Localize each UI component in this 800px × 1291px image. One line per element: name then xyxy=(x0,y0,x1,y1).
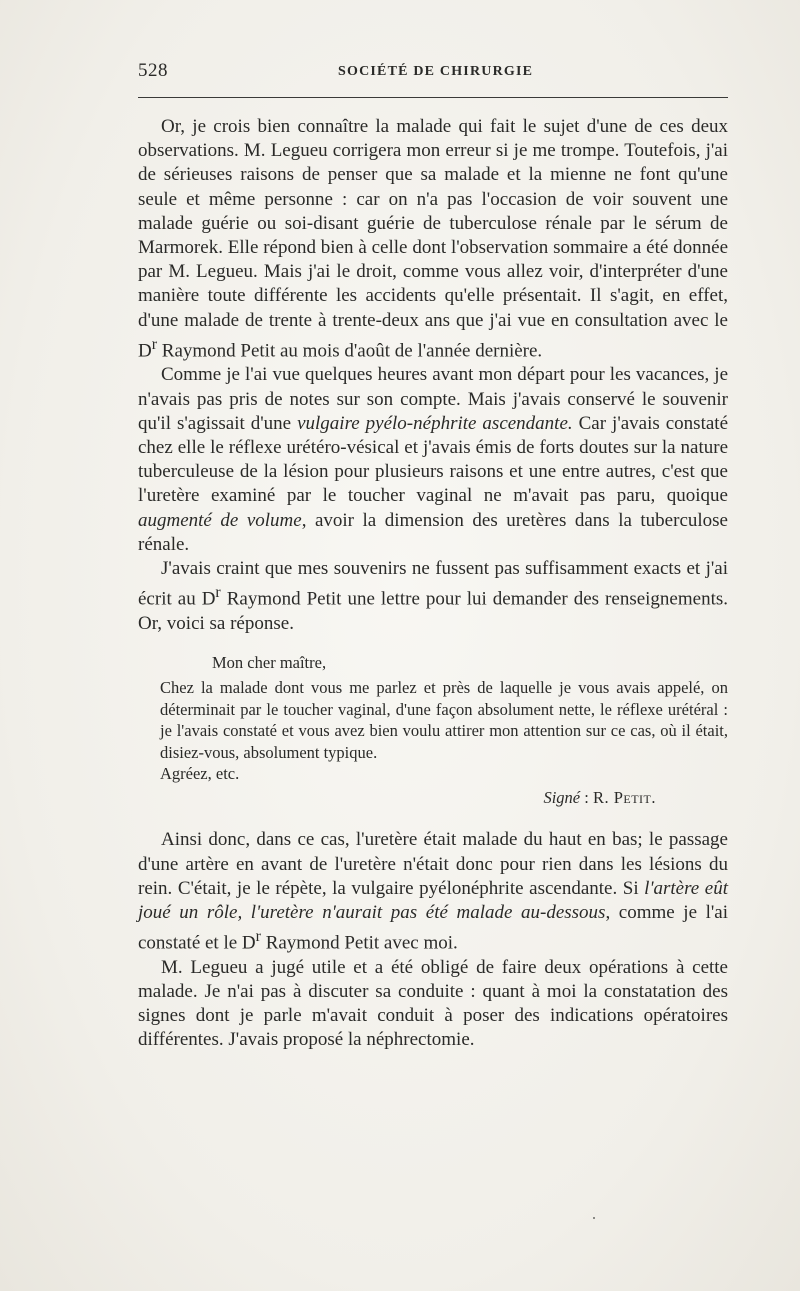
paragraph-4-italic: l'artère eût joué un rôle, l'uretère n'aurait pas été malade au-dessous xyxy=(138,877,728,924)
paragraph-2-italic-1: vulgaire pyélo-néphrite ascendante. xyxy=(297,412,573,434)
paragraph-4 xyxy=(138,828,728,955)
paragraph-1-text: Or, je crois bien connaître la malade qui fait le sujet d'une de ces deux observations. M. Legueu corrigera mon erreur si je me trompe. Toutefois, j'ai de sérieuses raisons de penser que sa malade et la mienne ne font qu'une seule et même personne : car on n'a pas l'occasion de voir souvent une malade guérie ou soi-disant guérie de tuberculose rénale par le sérum de Marmorek. Elle répond bien à celle dont l'observation sommaire a été donnée par M. Legueu. Mais j'ai le droit, comme vous allez voir, d'interpréter d'une manière toute différente les accidents qu'elle présentait. Il s'agit, en effet, d'une malade de trente à trente-deux ans que j'ai vue en consultation avec le D xyxy=(138,116,728,362)
paragraph-2 xyxy=(138,363,728,557)
paragraph-3 xyxy=(138,557,728,636)
signature-separator: : xyxy=(580,787,593,807)
paragraph-4-superscript: r xyxy=(255,928,261,946)
page-number: 528 xyxy=(138,60,168,81)
paragraph-1 xyxy=(138,115,728,363)
paragraph-2-text-b: Car j'avais constaté chez elle le réflexe urétéro-vésical et j'avais émis de forts doutes sur la nature tuberculeuse de la lésion pour plusieurs raisons et une entre autres, c'est que l'uretère examiné par le toucher vaginal ne m'avait pas paru, quoique xyxy=(138,412,728,507)
body-text xyxy=(138,115,728,1053)
quoted-letter xyxy=(138,652,728,809)
paragraph-3-text-b: Raymond Petit une lettre pour lui demander des renseignements. Or, voici sa réponse. xyxy=(138,588,728,634)
paragraph-2-text-a: Comme je l'ai vue quelques heures avant mon départ pour les vacances, je n'avais pas pris de notes sur son compte. Mais j'avais conservé le souvenir qu'il s'agissait d'une xyxy=(138,364,728,434)
letter-signature xyxy=(160,787,728,809)
letter-body: Chez la malade dont vous me parlez et près de laquelle je vous avais appelé, on déterminait par le toucher vaginal, d'une façon absolument nette, le réflexe urétéral : je l'avais constaté et vous avez bien voulu attirer mon attention sur ce cas, où il était, disiez-vous, absolument typique. xyxy=(160,678,728,762)
signature-name: R. Petit. xyxy=(592,787,656,807)
after-letter-text xyxy=(138,828,728,1052)
paragraph-1-end: Raymond Petit au mois d'août de l'année dernière. xyxy=(157,340,543,362)
page-header xyxy=(138,58,728,84)
signature-label: Signé xyxy=(543,787,581,807)
header-rule xyxy=(138,97,728,98)
paragraph-2-italic-2: augmenté de volume xyxy=(138,509,302,531)
print-speck xyxy=(593,1217,595,1219)
paragraph-3-superscript: r xyxy=(215,584,221,602)
paragraph-3-text-a: J'avais craint que mes souvenirs ne fussent pas suffisamment exacts et j'ai écrit au D xyxy=(138,557,728,610)
paragraph-2-text-c: , avoir la dimension des uretères dans la tuberculose rénale. xyxy=(138,509,728,555)
letter-salutation: Mon cher maître, xyxy=(212,652,327,672)
paragraph-5: M. Legueu a jugé utile et a été obligé de faire deux opérations à cette malade. Je n'ai pas à discuter sa conduite : quant à moi la constatation des signes dont je parle m'avait conduit à poser des indications opératoires différentes. J'avais proposé la néphrectomie. xyxy=(138,956,728,1051)
paragraph-4-text-a: Ainsi donc, dans ce cas, l'uretère était malade du haut en bas; le passage d'une artère en avant de l'uretère n'était donc pour rien dans les lésions du rein. C'était, je le répète, la vulgaire pyélonéphrite ascendante. Si xyxy=(138,829,728,899)
running-title: SOCIÉTÉ DE CHIRURGIE xyxy=(338,64,534,79)
letter-closing: Agréez, etc. xyxy=(160,764,240,784)
paragraph-1-superscript: r xyxy=(151,335,158,353)
paragraph-4-text-c: Raymond Petit avec moi. xyxy=(260,932,458,954)
paragraph-4-text-b: , comme je l'ai constaté et le D xyxy=(138,902,728,954)
